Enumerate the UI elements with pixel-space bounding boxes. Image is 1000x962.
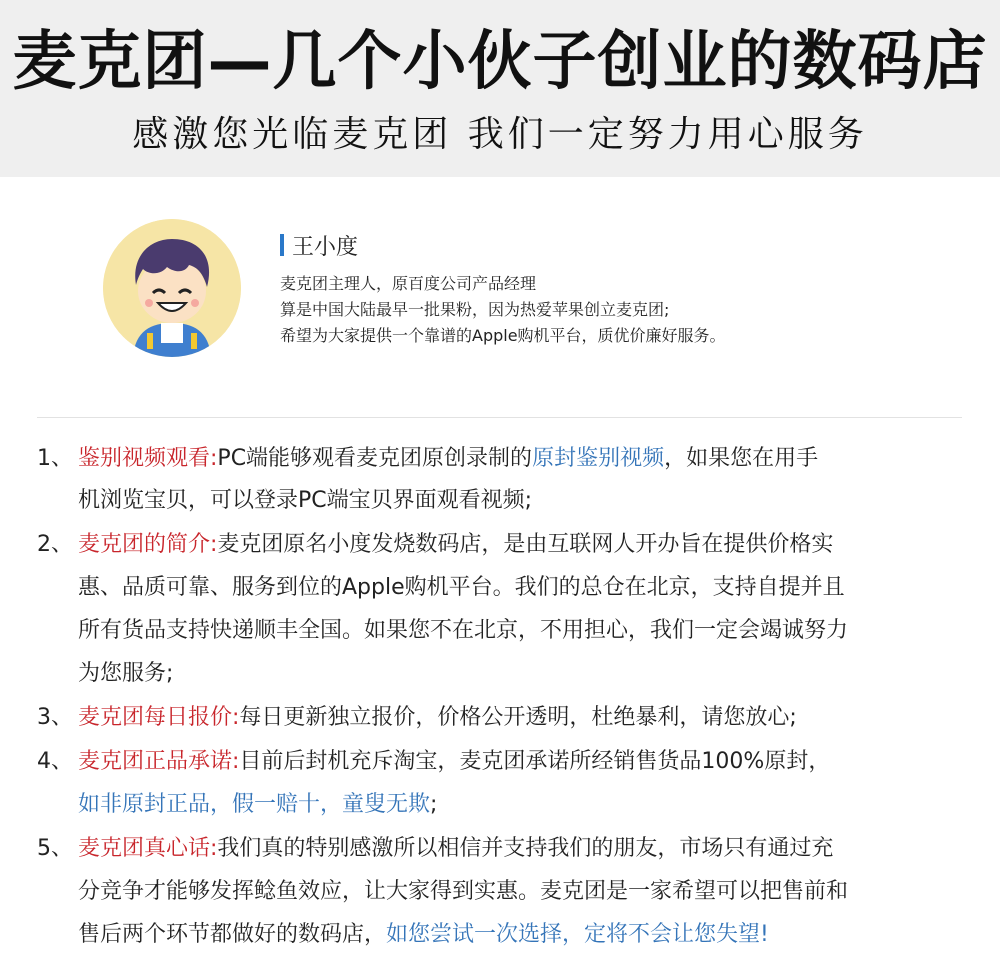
item-number: 2、 xyxy=(37,532,73,557)
item-text: 目前后封机充斥淘宝，麦克团承诺所经销售货品100%原封， xyxy=(239,749,831,774)
profile-section xyxy=(0,177,1000,417)
closing-highlight: 如您尝试一次选择，定将不会让您失望! xyxy=(386,922,769,947)
item-heading: 麦克团正品承诺: xyxy=(78,749,240,774)
banner-subtitle: 感激您光临麦克团 我们一定努力用心服务 xyxy=(132,114,868,155)
banner-title: 麦克团—几个小伙子创业的数码店 xyxy=(12,25,988,99)
bio-line: 算是中国大陆最早一批果粉，因为热爱苹果创立麦克团; xyxy=(280,300,670,319)
item-line xyxy=(78,438,818,480)
item-number: 1、 xyxy=(37,446,73,471)
video-link[interactable]: 原封鉴别视频 xyxy=(532,446,665,471)
item-line: 机浏览宝贝，可以登录PC端宝贝界面观看视频; xyxy=(78,488,533,513)
section-divider xyxy=(37,417,962,418)
item-text: 我们真的特别感激所以相信并支持我们的朋友，市场只有通过充 xyxy=(217,836,834,861)
bio-line: 希望为大家提供一个靠谱的Apple购机平台，质优价廉好服务。 xyxy=(280,326,726,345)
item-text: 每日更新独立报价，价格公开透明，杜绝暴利，请您放心; xyxy=(239,705,797,730)
profile-name-row xyxy=(280,230,358,260)
item-line: 所有货品支持快递顺丰全国。如果您不在北京，不用担心，我们一定会竭诚努力 xyxy=(78,618,849,643)
name-accent-bar xyxy=(280,234,284,256)
item-heading: 鉴别视频观看: xyxy=(78,446,218,471)
item-heading: 麦克团每日报价: xyxy=(78,705,240,730)
item-heading: 麦克团的简介: xyxy=(78,532,218,557)
item-number: 4、 xyxy=(37,749,73,774)
item-line xyxy=(78,784,437,826)
header-banner xyxy=(0,0,1000,177)
bio-line: 麦克团主理人，原百度公司产品经理 xyxy=(280,274,537,293)
item-heading: 麦克团真心话: xyxy=(78,836,218,861)
item-line xyxy=(78,914,769,956)
item-line: 为您服务; xyxy=(78,661,174,686)
item-line xyxy=(78,524,833,566)
profile-bio xyxy=(280,271,726,349)
item-text: PC端能够观看麦克团原创录制的 xyxy=(217,446,533,471)
item-line: 惠、品质可靠、服务到位的Apple购机平台。我们的总仓在北京，支持自提并且 xyxy=(78,575,845,600)
guarantee-highlight: 如非原封正品，假一赔十，童叟无欺 xyxy=(78,792,431,817)
item-text: ，如果您在用手 xyxy=(664,446,819,471)
item-line xyxy=(78,741,830,783)
item-text: 售后两个环节都做好的数码店， xyxy=(78,922,387,947)
avatar xyxy=(103,219,241,357)
item-line: 分竞争才能够发挥鲶鱼效应，让大家得到实惠。麦克团是一家希望可以把售前和 xyxy=(78,879,849,904)
profile-name: 王小度 xyxy=(292,234,359,260)
item-text: 麦克团原名小度发烧数码店，是由互联网人开办旨在提供价格实 xyxy=(217,532,834,557)
item-line xyxy=(78,828,833,870)
item-number: 3、 xyxy=(37,705,73,730)
item-text: ; xyxy=(430,792,438,817)
item-line xyxy=(78,697,797,739)
cartoon-boy-icon xyxy=(103,219,241,357)
item-number: 5、 xyxy=(37,836,73,861)
